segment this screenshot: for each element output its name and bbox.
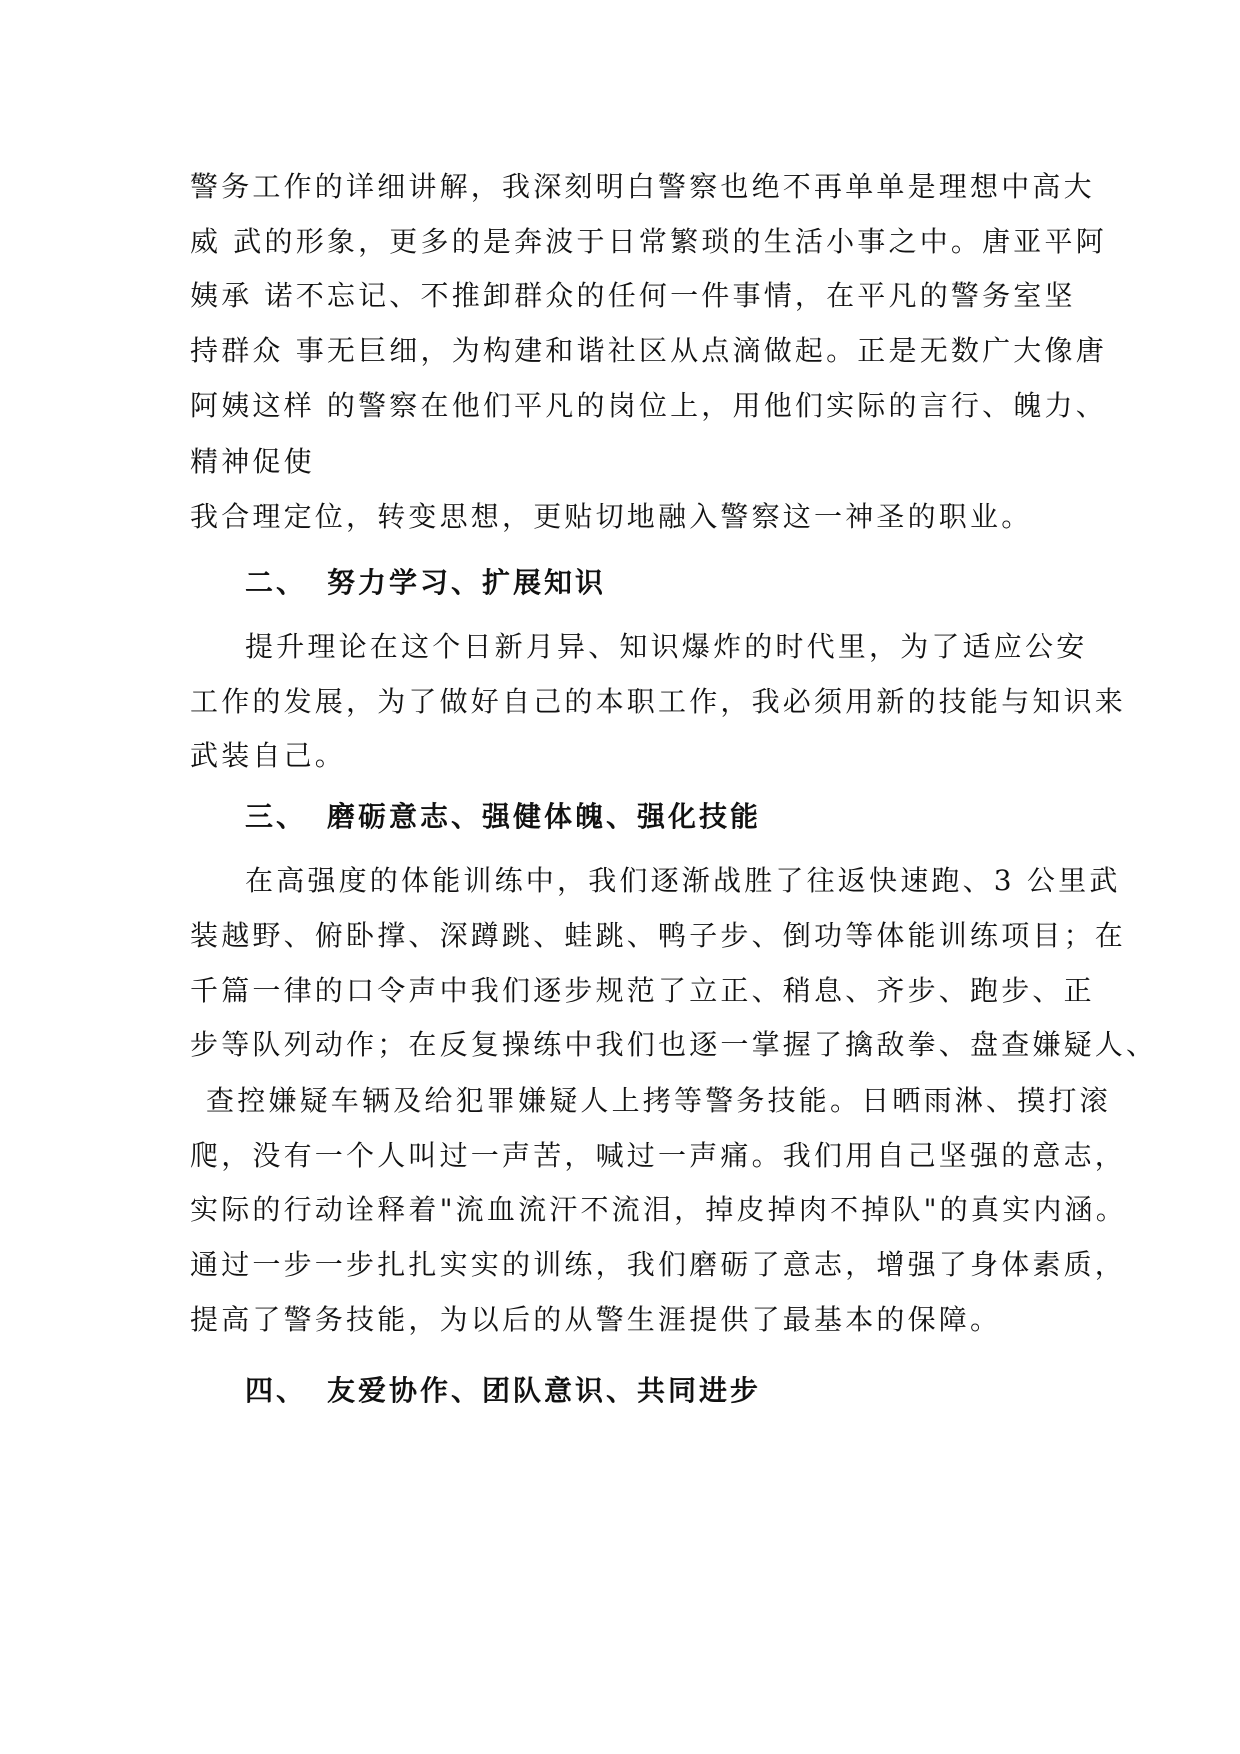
paragraph-line: 持群众 事无巨细，为构建和谐社区从点滴做起。正是无数广大像唐 [190,334,1107,367]
paragraph-line: 提高了警务技能，为以后的从警生涯提供了最基本的保障。 [190,1303,1002,1336]
paragraph-line: 我合理定位，转变思想，更贴切地融入警察这一神圣的职业。 [190,500,1033,533]
paragraph-line: 步等队列动作；在反复操练中我们也逐一掌握了擒敌拳、盘查嫌疑人、 [190,1028,1158,1061]
paragraph-line: 阿姨这样 的警察在他们平凡的岗位上，用他们实际的言行、魄力、 [190,389,1107,422]
paragraph-line: 实际的行动诠释着"流血流汗不流泪，掉皮掉肉不掉队"的真实内涵。 [190,1193,1127,1226]
section-number: 二、 [245,566,308,599]
paragraph-line: 武装自己。 [190,739,347,772]
paragraph-line: 警务工作的详细讲解，我深刻明白警察也绝不再单单是理想中高大 [190,170,1095,203]
paragraph-line: 工作的发展，为了做好自己的本职工作，我必须用新的技能与知识来 [190,685,1127,718]
paragraph-line: 查控嫌疑车辆及给犯罪嫌疑人上拷等警务技能。日晒雨淋、摸打滚 [206,1084,1111,1117]
paragraph-line: 千篇一律的口令声中我们逐步规范了立正、稍息、齐步、跑步、正 [190,974,1095,1007]
section-title: 磨砺意志、强健体魄、强化技能 [327,800,762,833]
section-title: 友爱协作、团队意识、共同进步 [327,1374,762,1407]
paragraph-line: 提升理论在这个日新月异、知识爆炸的时代里，为了适应公安 [245,630,1088,663]
section-heading [245,563,606,603]
paragraph-line: 通过一步一步扎扎实实的训练，我们磨砺了意志，增强了身体素质， [190,1248,1127,1281]
paragraph-line: 威 武的形象，更多的是奔波于日常繁琐的生活小事之中。唐亚平阿 [190,225,1107,258]
paragraph-line: 姨承 诺不忘记、不推卸群众的任何一件事情，在平凡的警务室坚 [190,279,1076,312]
section-heading [245,797,761,837]
paragraph-line: 装越野、俯卧撑、深蹲跳、蛙跳、鸭子步、倒功等体能训练项目；在 [190,919,1127,952]
paragraph-line: 爬，没有一个人叫过一声苦，喊过一声痛。我们用自己坚强的意志， [190,1139,1127,1172]
section-number: 四、 [245,1374,308,1407]
section-heading [245,1371,761,1411]
section-title: 努力学习、扩展知识 [327,566,607,599]
section-number: 三、 [245,800,308,833]
paragraph-line: 精神促使 [190,445,315,478]
paragraph-line: 在高强度的体能训练中，我们逐渐战胜了往返快速跑、3 公里武 [245,864,1121,897]
